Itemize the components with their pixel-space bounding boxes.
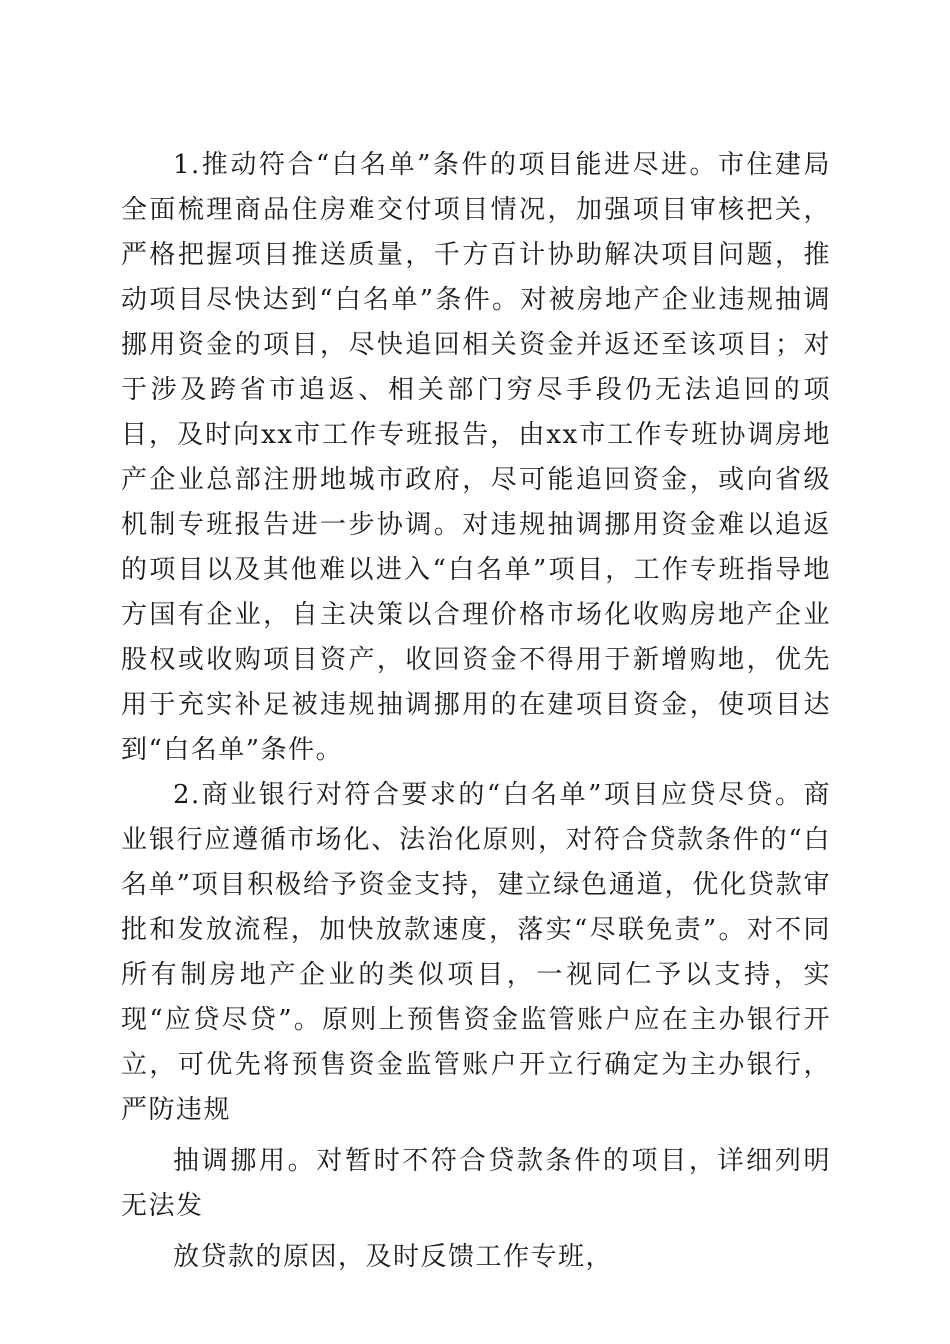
- paragraph-1: 1.推动符合“白名单”条件的项目能进尽进。市住建局全面梳理商品住房难交付项目情况，加强项目审核把关，严格把握项目推送质量，千方百计协助解决项目问题，推动项目尽快达到“白名单”条件。对被房地产企业违规抽调挪用资金的项目，尽快追回相关资金并返还至该项目；对于涉及跨省市追返、相关部门穷尽手段仍无法追回的项目，及时向xx市工作专班报告，由xx市工作专班协调房地产企业总部注册地城市政府，尽可能追回资金，或向省级机制专班报告进一步协调。对违规抽调挪用资金难以追返的项目以及其他难以进入“白名单”项目，工作专班指导地方国有企业，自主决策以合理价格市场化收购房地产企业股权或收购项目资产，收回资金不得用于新增购地，优先用于充实补足被违规抽调挪用的在建项目资金，使项目达到“白名单”条件。: [121, 150, 831, 765]
- paragraph-2: 2.商业银行对符合要求的“白名单”项目应贷尽贷。商业银行应遵循市场化、法治化原则，对符合贷款条件的“白名单”项目积极给予资金支持，建立绿色通道，优化贷款审批和发放流程，加快放款速度，落实“尽联免责”。对不同所有制房地产企业的类似项目，一视同仁予以支持，实现“应贷尽贷”。原则上预售资金监管账户应在主办银行开立，可优先将预售资金监管账户开立行确定为主办银行，严防违规: [121, 780, 831, 1125]
- paragraph-3: 抽调挪用。对暂时不符合贷款条件的项目，详细列明无法发: [121, 1146, 831, 1221]
- document-body: [121, 143, 831, 1280]
- paragraph-4: 放贷款的原因，及时反馈工作专班，: [173, 1242, 614, 1272]
